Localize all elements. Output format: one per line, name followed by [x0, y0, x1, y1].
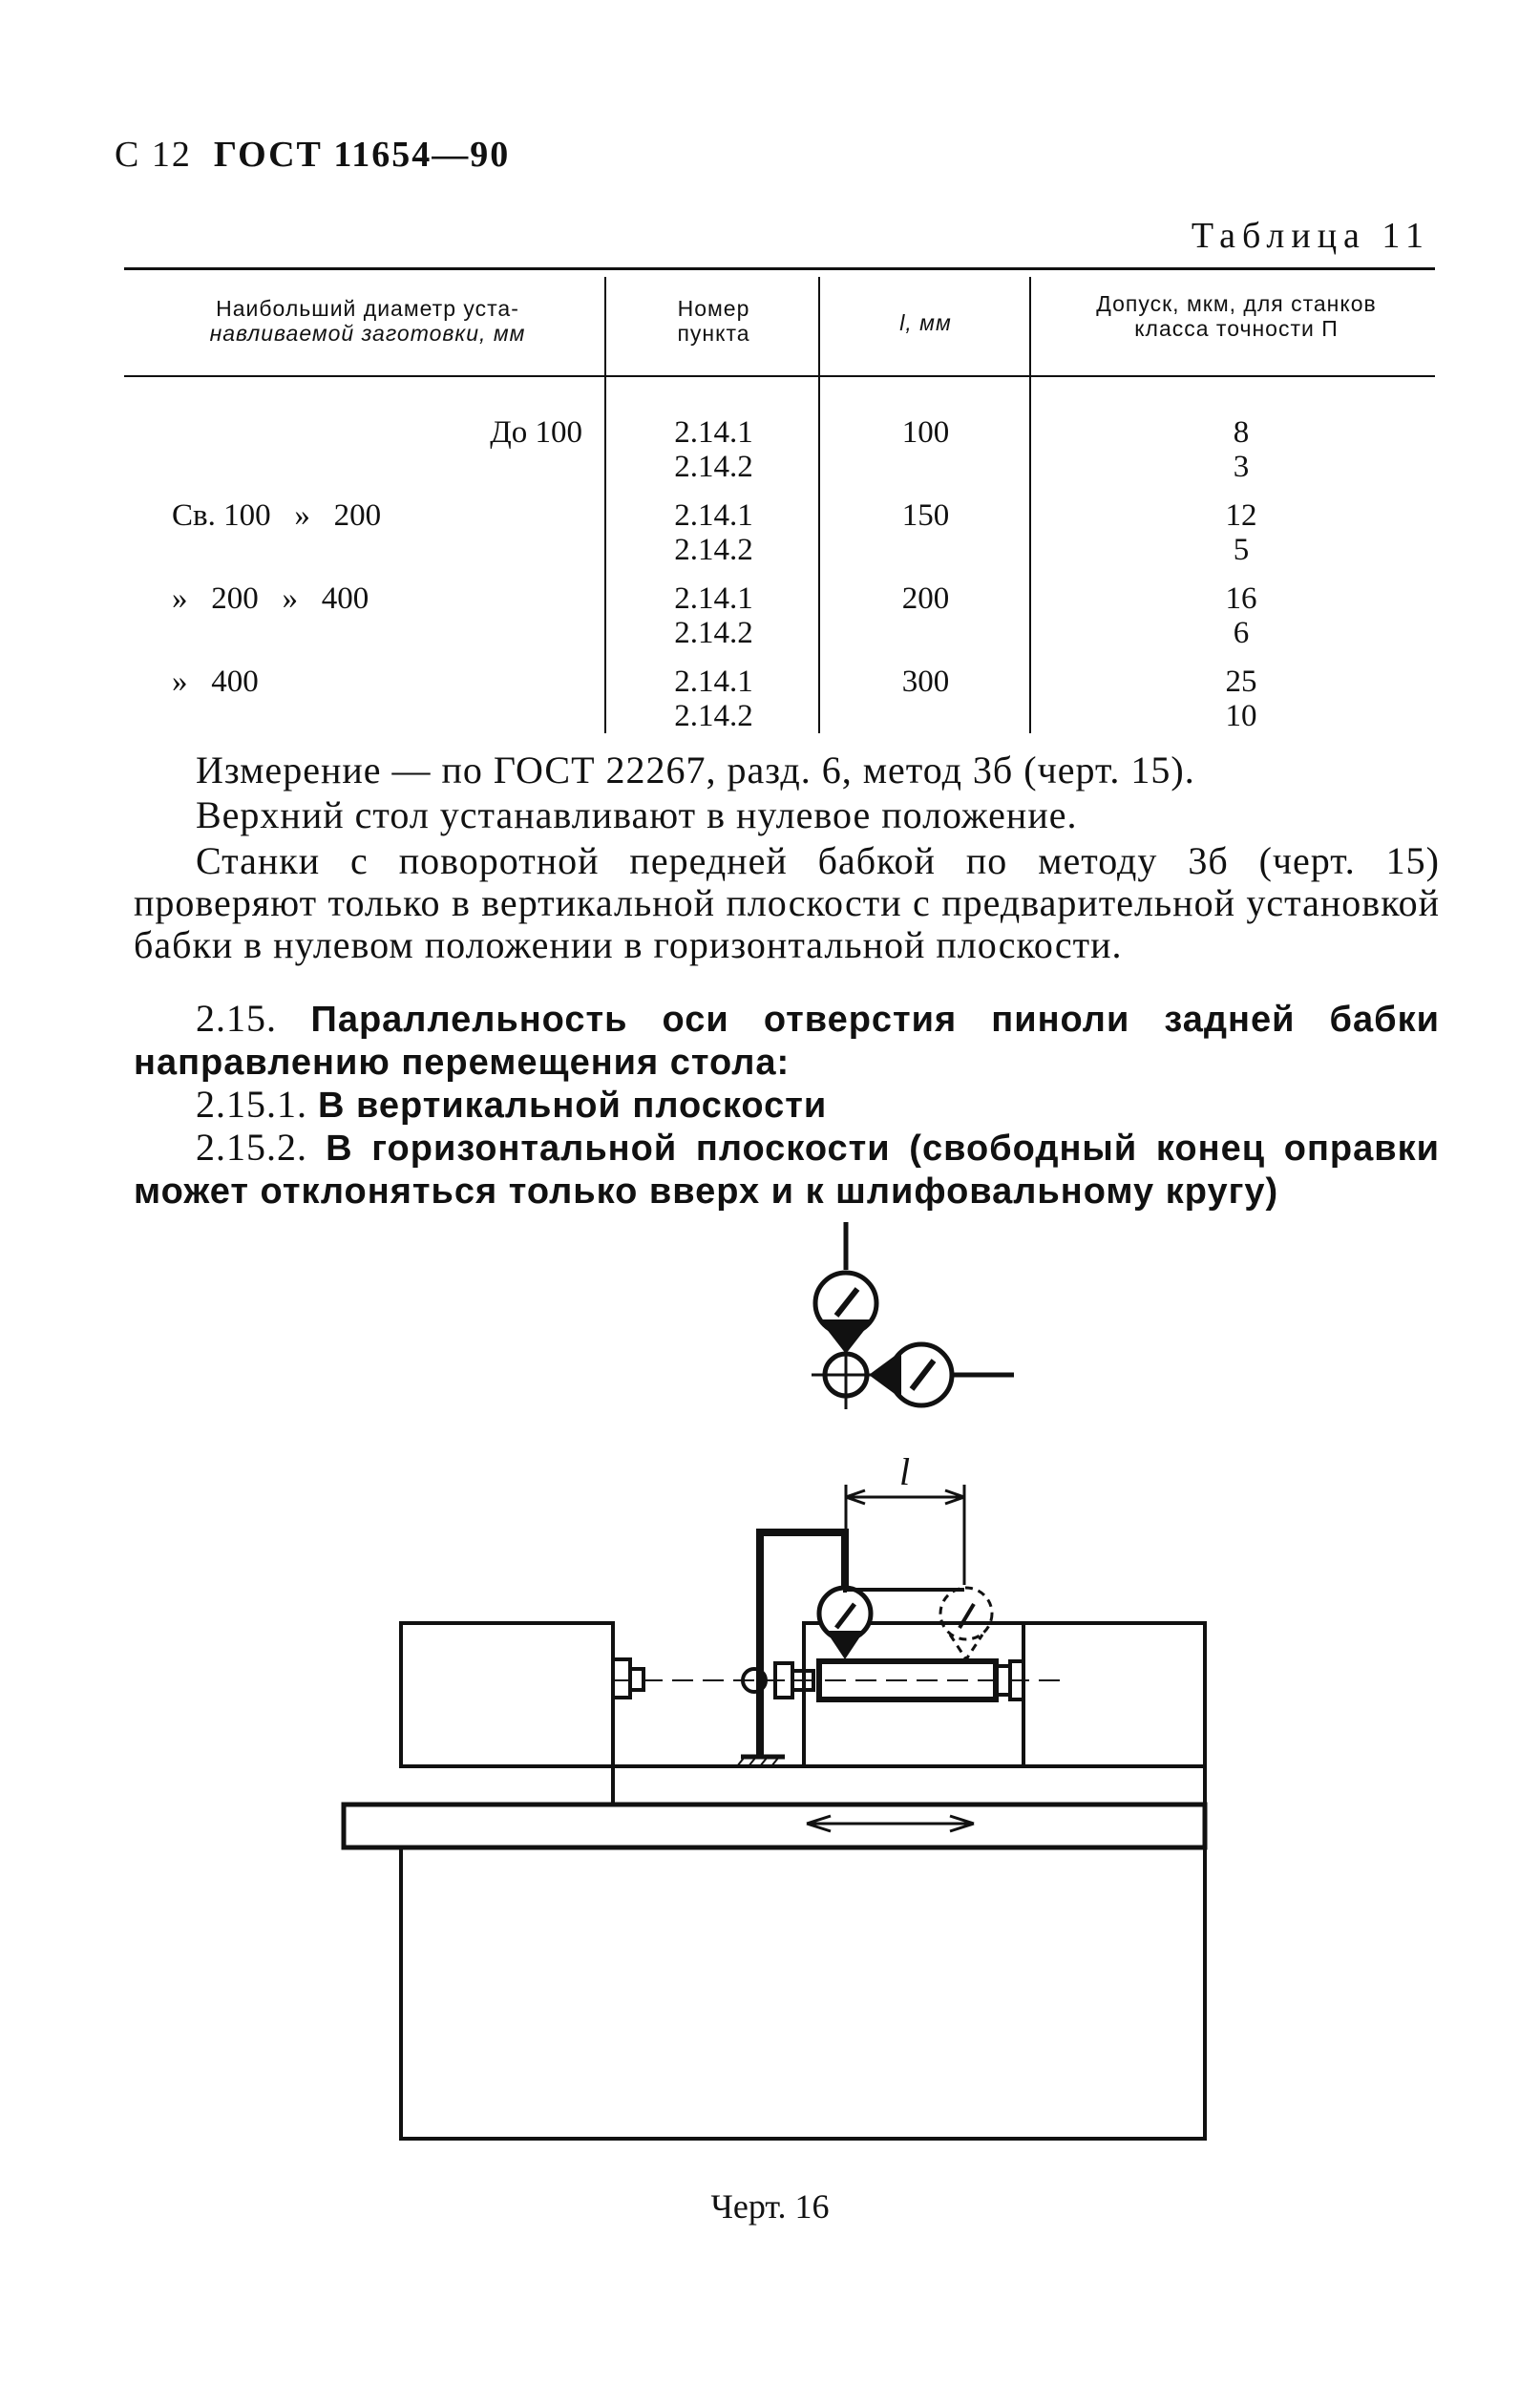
cell-diameter: » 200 » 400 [172, 581, 369, 616]
tolerance-value: 3 [1233, 450, 1250, 484]
headstock [401, 1623, 643, 1766]
tolerance-value: 12 [1225, 498, 1257, 533]
dial-indicator-icon [819, 1588, 871, 1659]
indicator-stand [737, 1532, 845, 1766]
cell-l: 200 [901, 581, 950, 616]
item-number: 2.14.2 [674, 533, 753, 567]
table-name: Таблица 11 [1191, 216, 1430, 256]
item-number: 2.14.2 [674, 616, 753, 650]
dial-indicator-icon [869, 1344, 1014, 1405]
upper-table [613, 1623, 1205, 1805]
column-header-tolerance-line2: класса точности П [1134, 316, 1339, 341]
section-title: Параллельность оси отверстия пиноли задней бабки направлению перемещения стола: [134, 1000, 1440, 1083]
cell-diameter: До 100 [490, 415, 582, 450]
column-header-diameter-line1: Наибольший диаметр уста- [216, 296, 519, 321]
paragraph-upper-table: Верхний стол устанавливают в нулевое положение. [196, 793, 1078, 836]
tolerance-value: 10 [1225, 699, 1257, 733]
machine-base [344, 1805, 1205, 2139]
column-header-tolerance-line1: Допуск, мкм, для станков [1096, 291, 1377, 316]
section-number: 2.15.2. [196, 1126, 307, 1169]
cell-l: 150 [901, 498, 950, 533]
section-number: 2.15.1. [196, 1083, 307, 1126]
cell-l: 300 [901, 665, 950, 699]
paragraph-measurement: Измерение — по ГОСТ 22267, разд. 6, метод 3б (черт. 15). [196, 749, 1195, 791]
cell-l: 100 [901, 415, 950, 450]
paragraph-rotary-headstock: Станки с поворотной передней бабкой по методу 3б (черт. 15) проверяют только в вертикальной плоскости с предварительной установкой бабки в нулевом положении в горизонтальной плоскости. [134, 839, 1440, 966]
column-header-item-line1: Номер [677, 296, 750, 321]
item-number: 2.14.1 [674, 665, 753, 699]
tolerance-value: 5 [1233, 533, 1250, 567]
item-number: 2.14.1 [674, 415, 753, 450]
column-header-l: l, мм [899, 310, 952, 335]
double-arrow-icon [807, 1816, 974, 1831]
column-header-item-line2: пункта [677, 321, 750, 346]
column-header-diameter-line2: навливаемой заготовки, мм [209, 321, 526, 346]
section-title: В вертикальной плоскости [318, 1086, 828, 1126]
item-number: 2.14.2 [674, 699, 753, 733]
standard-id: ГОСТ 11654—90 [213, 135, 511, 175]
item-number: 2.14.1 [674, 498, 753, 533]
cell-diameter: Св. 100 » 200 [172, 498, 382, 533]
item-number: 2.14.1 [674, 581, 753, 616]
tolerance-value: 16 [1225, 581, 1257, 616]
tolerance-value: 6 [1233, 616, 1250, 650]
item-number: 2.14.2 [674, 450, 753, 484]
section-number: 2.15. [196, 997, 277, 1040]
section-title: В горизонтальной плоскости (свободный конец оправки может отклоняться только вверх и к шлифовальному кругу) [134, 1129, 1440, 1212]
figure-caption: Черт. 16 [710, 2187, 830, 2226]
tailstock [1010, 1623, 1205, 1766]
tolerance-value: 25 [1225, 665, 1257, 699]
cell-diameter: » 400 [172, 665, 259, 699]
dimension-label: l [899, 1450, 911, 1493]
tolerance-value: 8 [1233, 415, 1250, 450]
page-number: С 12 [115, 135, 192, 175]
dimension-l [846, 1485, 964, 1585]
